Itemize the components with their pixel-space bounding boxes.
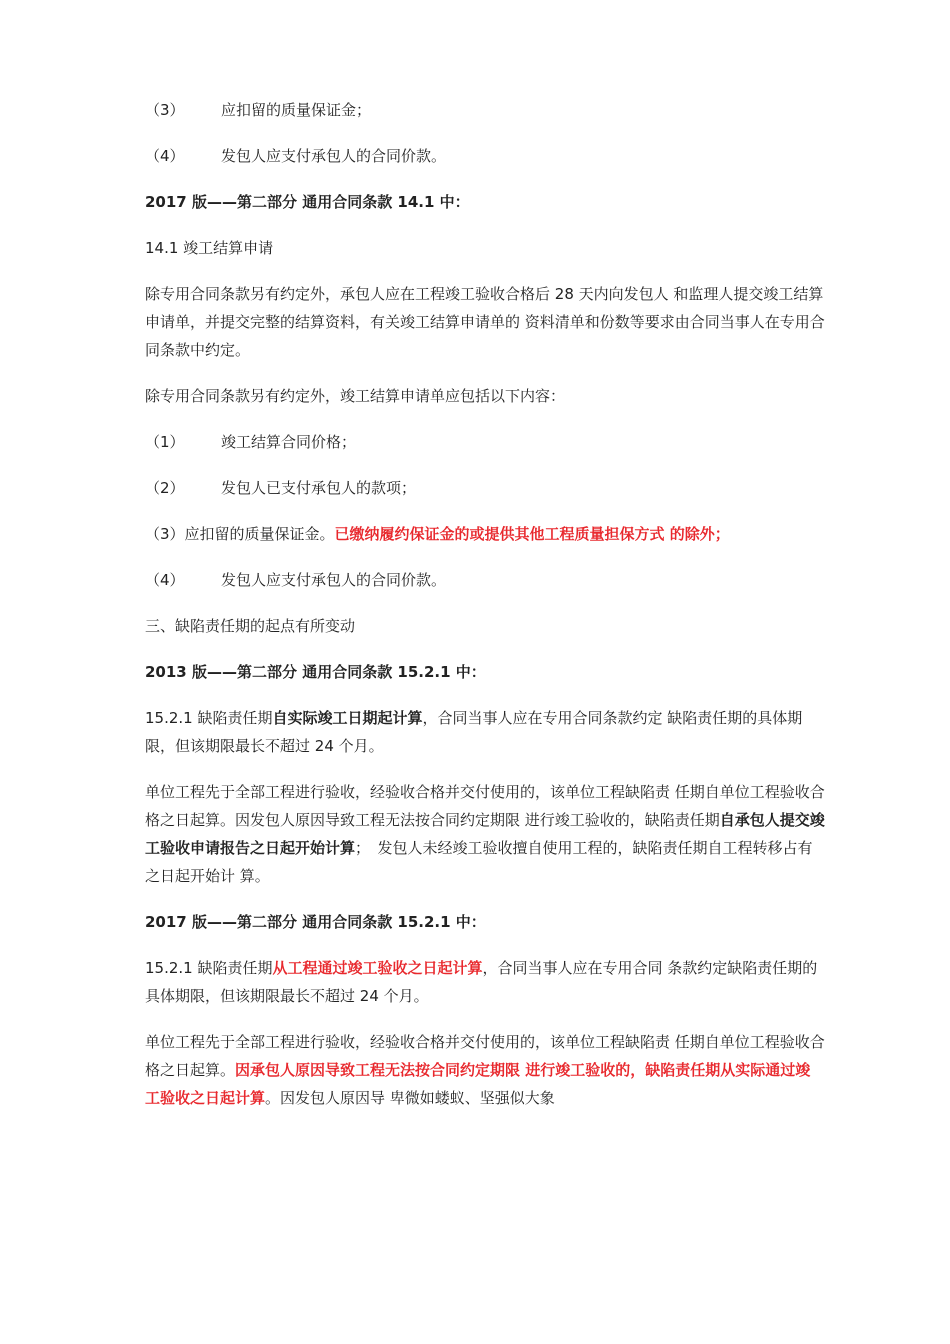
highlighted-text: 从工程通过竣工验收之日起计算	[272, 959, 483, 977]
item-number: （2）	[145, 479, 185, 497]
clause-paragraph	[145, 954, 825, 1010]
item-text: 发包人应支付承包人的合同价款。	[221, 147, 447, 165]
bold-text: 自实际竣工日期起计算	[272, 709, 423, 727]
clause-paragraph	[145, 778, 825, 890]
bold-text: 自承包人提交竣工验收申请报告之日起开始计算	[145, 811, 825, 857]
clause-paragraph: 除专用合同条款另有约定外，承包人应在工程竣工验收合格后 28 天内向发包人 和监理人提交竣工结算申请单，并提交完整的结算资料，有关竣工结算申请单的 资料清单和份数等要求由合同当事人在专用合同条款中约定。	[145, 285, 825, 359]
list-item	[145, 142, 825, 170]
text-run: ，合同当事人应在专用合同 条款约定缺陷责任期的具体期限，但该期限最长不超过 24 个月。	[145, 959, 818, 1005]
section-title-3: 三、缺陷责任期的起点有所变动	[145, 617, 356, 635]
item-text: 应扣留的质量保证金；	[221, 101, 372, 119]
clause-paragraph: 除专用合同条款另有约定外，竣工结算申请单应包括以下内容：	[145, 387, 566, 405]
text-run: 。因发包人原因导 卑微如蝼蚁、坚强似大象	[265, 1089, 555, 1107]
document-page	[145, 96, 825, 1130]
text-run: 15.2.1 缺陷责任期	[145, 709, 273, 727]
list-item	[145, 474, 825, 502]
section-heading-2013-15-2-1: 2013 版——第二部分 通用合同条款 15.2.1 中：	[145, 663, 486, 681]
section-heading-2017-15-2-1: 2017 版——第二部分 通用合同条款 15.2.1 中：	[145, 913, 486, 931]
item-text: 发包人已支付承包人的款项；	[221, 479, 417, 497]
clause-paragraph	[145, 704, 825, 760]
text-run: ，合同当事人应在专用合同条款约定 缺陷责任期的具体期限，但该期限最长不超过 24 个月。	[145, 709, 803, 755]
list-item	[145, 566, 825, 594]
item-text: 发包人应支付承包人的合同价款。	[221, 571, 447, 589]
list-item	[145, 520, 825, 548]
list-item	[145, 96, 825, 124]
item-number: （4）	[145, 147, 185, 165]
text-run: 单位工程先于全部工程进行验收，经验收合格并交付使用的，该单位工程缺陷责 任期自单位工程验收合格之日起算。因发包人原因导致工程无法按合同约定期限 进行竣工验收的，缺陷责任期	[145, 783, 825, 829]
list-item	[145, 428, 825, 456]
clause-title-14-1: 14.1 竣工结算申请	[145, 239, 274, 257]
text-run: 15.2.1 缺陷责任期	[145, 959, 273, 977]
highlighted-text: 已缴纳履约保证金的或提供其他工程质量担保方式 的除外；	[334, 525, 730, 543]
text-run: 单位工程先于全部工程进行验收，经验收合格并交付使用的，该单位工程缺陷责 任期自单位工程验收合格之日起算。	[145, 1033, 825, 1079]
highlighted-text: 因承包人原因导致工程无法按合同约定期限 进行竣工验收的，缺陷责任期从实际通过竣工验收之日起计算	[145, 1061, 811, 1107]
item-text: （3）应扣留的质量保证金。	[145, 525, 335, 543]
clause-paragraph	[145, 1028, 825, 1112]
item-number: （1）	[145, 433, 185, 451]
text-run: ； 发包人未经竣工验收擅自使用工程的，缺陷责任期自工程转移占有之日起开始计 算。	[145, 839, 813, 885]
section-heading-2017-14-1: 2017 版——第二部分 通用合同条款 14.1 中：	[145, 193, 470, 211]
item-text: 竣工结算合同价格；	[221, 433, 357, 451]
item-number: （3）	[145, 101, 185, 119]
item-number: （4）	[145, 571, 185, 589]
